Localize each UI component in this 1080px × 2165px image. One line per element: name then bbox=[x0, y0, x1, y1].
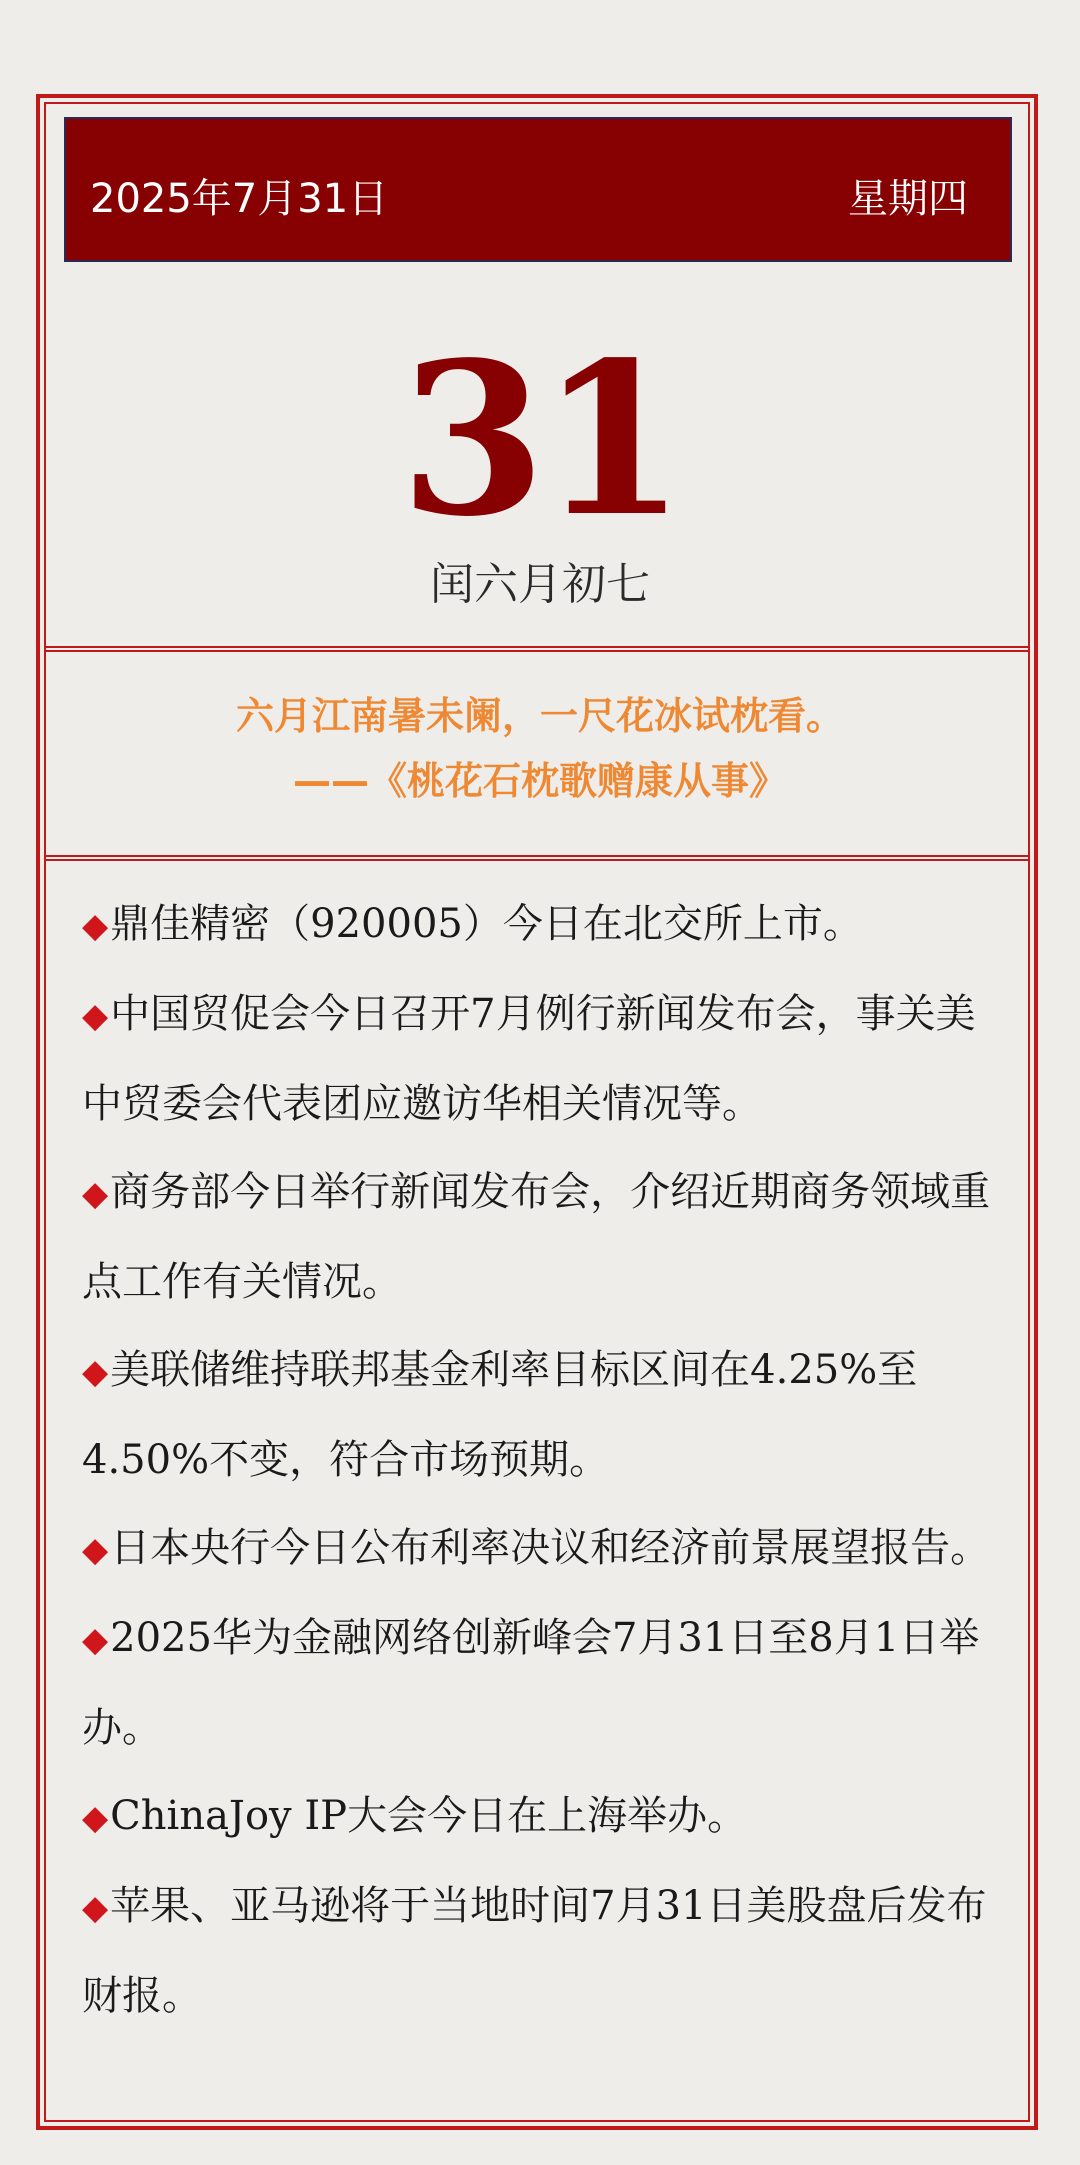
red-diamond-icon: ◆ bbox=[82, 1530, 109, 1570]
news-text: 美联储维持联邦基金利率目标区间在4.25%至4.50%不变，符合市场预期。 bbox=[82, 1347, 918, 1483]
news-item bbox=[82, 880, 998, 970]
poem-line: 六月江南暑未阑，一尺花冰试枕看。 bbox=[235, 694, 844, 738]
news-item bbox=[82, 1772, 998, 1862]
day-number: 31 bbox=[399, 316, 681, 563]
red-diamond-icon: ◆ bbox=[82, 1798, 109, 1838]
news-text: 2025华为金融网络创新峰会7月31日至8月1日举办。 bbox=[82, 1615, 980, 1751]
red-diamond-icon: ◆ bbox=[82, 1620, 109, 1660]
poem-source: ——《桃花石枕歌赠康从事》 bbox=[292, 759, 787, 803]
news-item bbox=[82, 1504, 998, 1594]
news-item bbox=[82, 1862, 998, 2040]
news-item bbox=[82, 1594, 998, 1772]
news-item bbox=[82, 1148, 998, 1326]
news-text: 中国贸促会今日召开7月例行新闻发布会，事关美中贸委会代表团应邀访华相关情况等。 bbox=[82, 991, 976, 1127]
red-diamond-icon: ◆ bbox=[82, 906, 109, 946]
red-diamond-icon: ◆ bbox=[82, 1174, 109, 1214]
section-divider bbox=[44, 646, 1030, 652]
lunar-date: 闰六月初七 bbox=[430, 559, 650, 610]
news-item bbox=[82, 1326, 998, 1504]
section-divider bbox=[44, 855, 1030, 861]
red-diamond-icon: ◆ bbox=[82, 996, 109, 1036]
red-diamond-icon: ◆ bbox=[82, 1888, 109, 1928]
header-weekday: 星期四 bbox=[848, 176, 968, 222]
news-text: 日本央行今日公布利率决议和经济前景展望报告。 bbox=[110, 1525, 991, 1571]
news-list bbox=[82, 880, 998, 2040]
news-text: 苹果、亚马逊将于当地时间7月31日美股盘后发布财报。 bbox=[82, 1883, 987, 2019]
date-header-bar bbox=[64, 117, 1012, 262]
red-diamond-icon: ◆ bbox=[82, 1352, 109, 1392]
news-text: ChinaJoy IP大会今日在上海举办。 bbox=[110, 1793, 748, 1839]
news-text: 鼎佳精密（920005）今日在北交所上市。 bbox=[110, 901, 863, 947]
news-item bbox=[82, 970, 998, 1148]
news-text: 商务部今日举行新闻发布会，介绍近期商务领域重点工作有关情况。 bbox=[82, 1169, 991, 1305]
header-date: 2025年7月31日 bbox=[90, 176, 389, 222]
